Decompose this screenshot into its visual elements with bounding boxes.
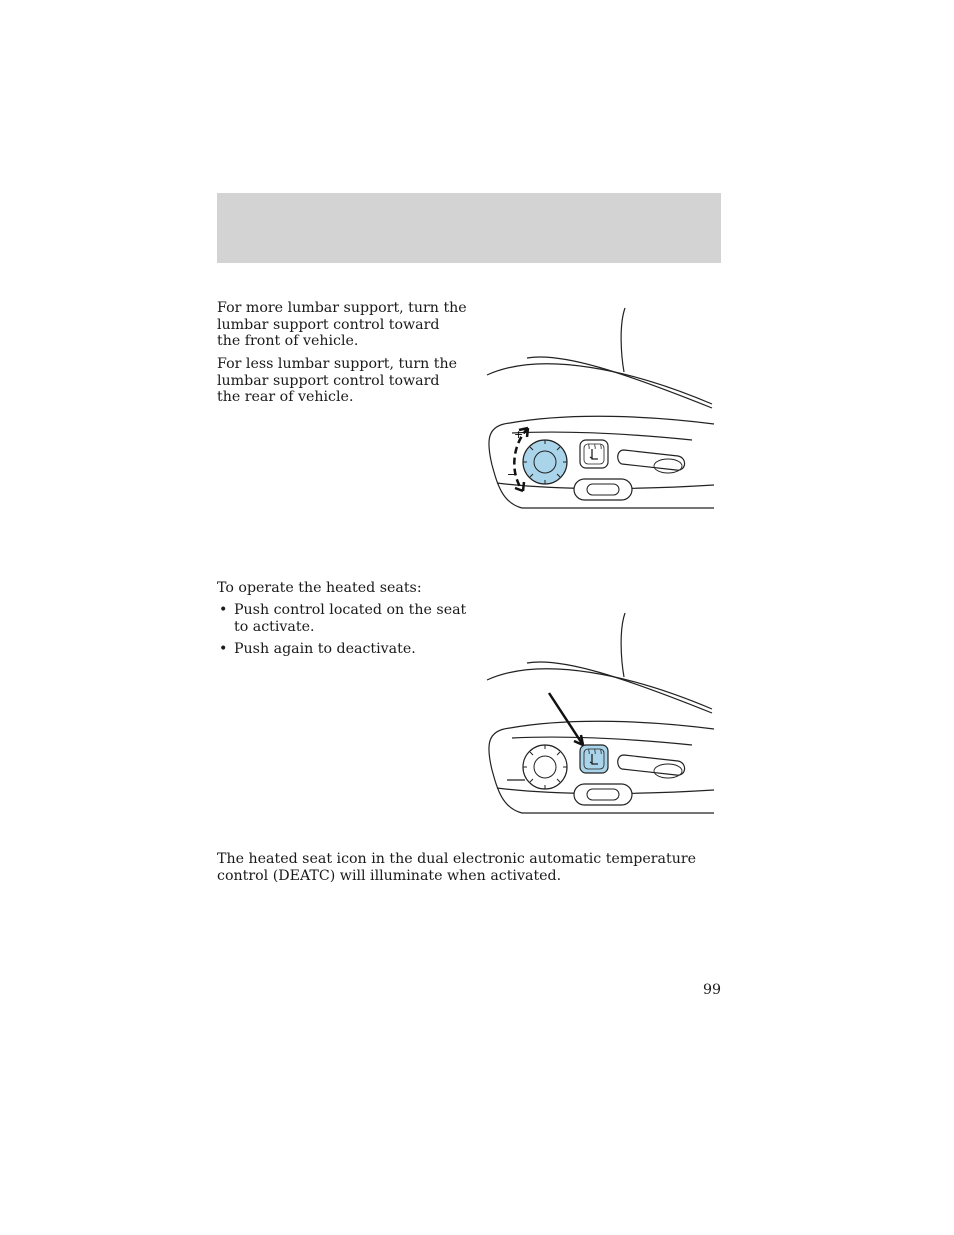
heated-seats-steps [217,602,477,664]
seat-adjust-switch [618,450,685,473]
bullet-icon: • [219,602,228,618]
recline-lever [574,784,632,805]
step-text: Push again to deactivate. [234,641,416,657]
section-header-band [217,193,721,263]
deatc-note: The heated seat icon in the dual electronic automatic temperature control (DEATC) will illuminate when activated. [217,851,697,884]
heated-seat-illustration [482,605,722,830]
heated-seats-intro: To operate the heated seats: [217,580,422,596]
list-item [217,602,477,635]
minus-symbol: − [507,468,517,481]
list-item [217,641,477,658]
seat-adjust-switch [618,755,685,778]
lumbar-control-illustration [482,300,722,525]
lumbar-more-paragraph: For more lumbar support, turn the lumbar support control toward the front of vehicle. [217,300,467,349]
heated-seat-button [580,440,608,468]
step-text: Push control located on the seat to activate. [234,602,467,635]
plus-symbol: + [514,428,524,441]
recline-lever [574,479,632,500]
lumbar-knob [523,745,567,789]
bullet-icon: • [219,641,228,657]
lumbar-knob [523,440,567,484]
heated-seat-button [580,745,608,773]
lumbar-less-paragraph: For less lumbar support, turn the lumbar support control toward the rear of vehicle. [217,356,457,405]
page-number: 99 [702,982,721,998]
